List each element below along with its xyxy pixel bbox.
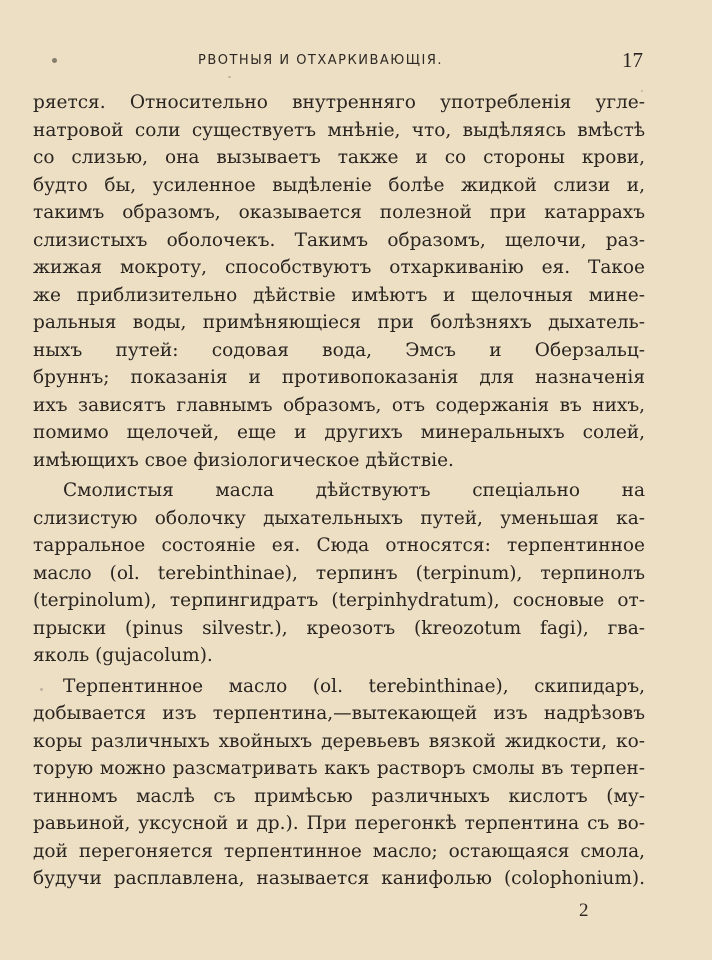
text-line: (terpinolum), терпингидратъ (terpinhydratum), сосновые от- (33, 590, 645, 611)
paper-speck (228, 76, 231, 78)
text-line: дой перегоняется терпентинное масло; остающаяся смола, (33, 840, 645, 862)
text-line: ряется. Относительно внутренняго употребленія угле- (33, 92, 645, 113)
text-line: тинномъ маслѣ съ примѣсью различныхъ кислотъ (му- (33, 785, 645, 807)
text-line: жижая мокроту, способствуютъ отхаркиванію ея. Такое (33, 257, 645, 278)
text-line: натровой соли существуетъ мнѣніе, что, выдѣляясь вмѣстѣ (33, 119, 645, 141)
paragraph-1 (33, 89, 645, 474)
running-head (0, 50, 712, 74)
text-line: добывается изъ терпентина,—вытекающей изъ надрѣзовъ (33, 703, 645, 724)
text-line: Терпентинное масло (ol. terebinthinae), скипидаръ, (63, 675, 645, 697)
text-line: имѣющихъ свое физіологическое дѣйствіе. (33, 449, 454, 471)
page-number: 17 (622, 48, 643, 72)
text-line: будучи расплавлена, называется канифолью (colophonium). (33, 868, 645, 889)
text-line: такимъ образомъ, оказывается полезной при катаррахъ (33, 202, 645, 223)
text-line: будто бы, усиленное выдѣленіе болѣе жидкой слизи и, (33, 174, 645, 196)
text-line: яколь (gujacolum). (33, 645, 213, 666)
text-line: коры различныхъ хвойныхъ деревьевъ вязкой жидкости, ко- (33, 730, 645, 752)
text-line: Смолистыя масла дѣйствуютъ спеціально на (63, 480, 645, 501)
text-line: масло (ol. terebinthinae), терпинъ (terpinum), терпинолъ (33, 562, 645, 584)
text-line: слизистыхъ оболочекъ. Такимъ образомъ, щелочи, раз- (33, 229, 645, 251)
body-text (33, 89, 645, 893)
text-line: тарральное состояніе ея. Сюда относятся: терпентинное (33, 535, 645, 556)
text-line: бруннъ; показанія и противопоказанія для назначенія (33, 367, 645, 388)
text-line: ихъ зависятъ главнымъ образомъ, отъ содержанія въ нихъ, (33, 394, 645, 416)
text-line: со слизью, она вызываетъ также и со стороны крови, (33, 147, 645, 168)
text-line: торую можно разсматривать какъ растворъ смолы въ терпен- (33, 758, 645, 779)
ink-dot (52, 58, 57, 63)
paragraph-3 (33, 673, 645, 893)
running-title: РВОТНЫЯ И ОТХАРКИВАЮЩIЯ. (198, 53, 444, 68)
text-line: ныхъ путей: содовая вода, Эмсъ и Оберзальц- (33, 339, 645, 361)
text-line: ральныя воды, примѣняющіеся при болѣзняхъ дыхатель- (33, 312, 645, 333)
paper-speck (641, 90, 643, 92)
text-line: слизистую оболочку дыхательныхъ путей, уменьшая ка- (33, 507, 645, 529)
signature-mark: 2 (579, 900, 589, 921)
paper-speck (40, 688, 43, 691)
paragraph-2 (33, 477, 645, 670)
text-line: равьиной, уксусной и др.). При перегонкѣ терпентина съ во- (33, 813, 645, 834)
text-line: же приблизительно дѣйствіе имѣютъ и щелочныя мине- (33, 284, 645, 306)
text-line: прыски (pinus silvestr.), креозотъ (kreozotum fagi), гва- (33, 617, 645, 639)
text-line: помимо щелочей, еще и другихъ минеральныхъ солей, (33, 422, 645, 443)
